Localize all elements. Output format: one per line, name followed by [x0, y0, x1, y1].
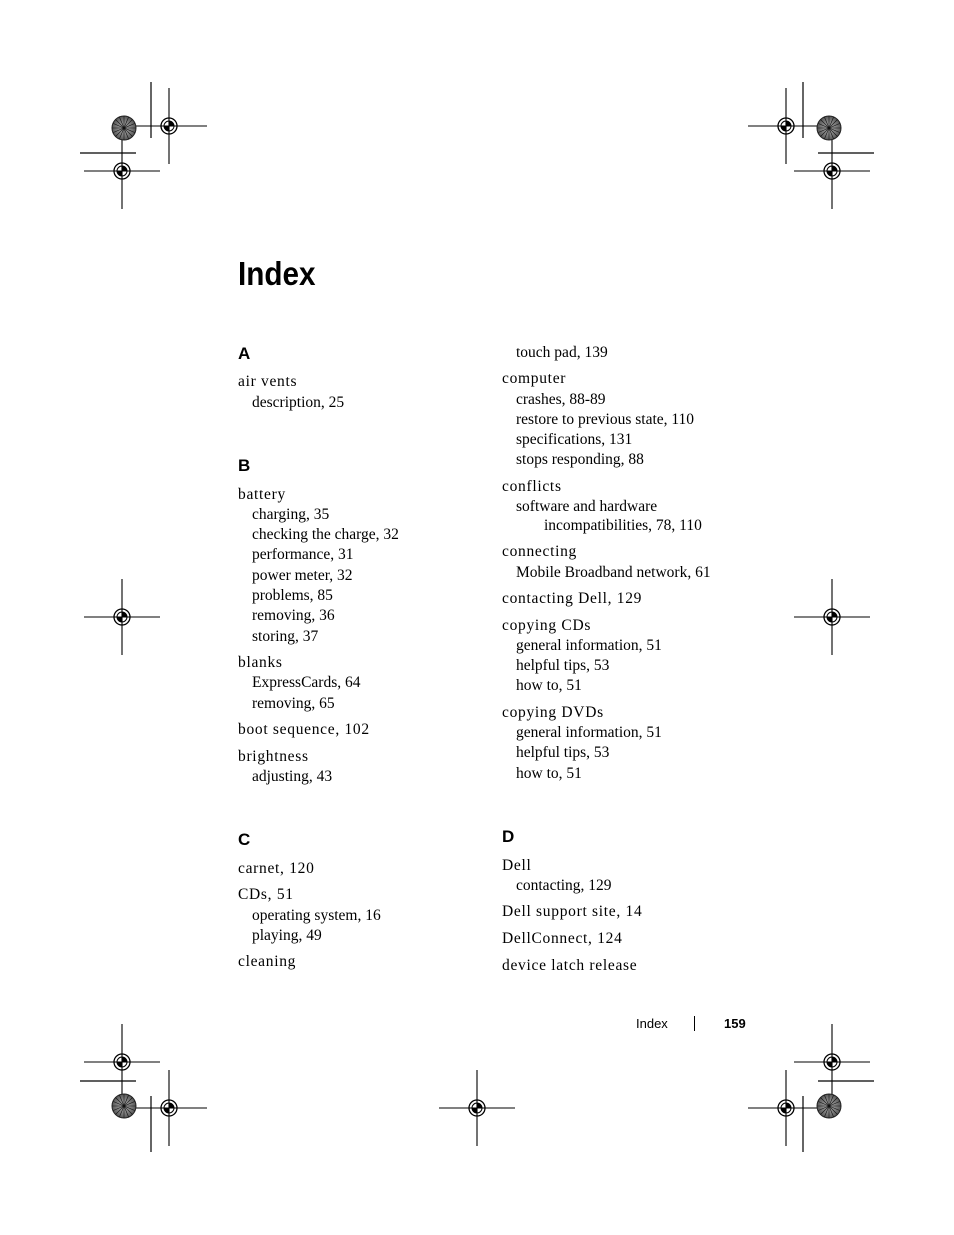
crosshair-registration-icon [794, 1024, 870, 1100]
index-entry: air vents [238, 373, 298, 390]
index-entry: connecting [502, 543, 578, 560]
section-letter-a: A [238, 344, 251, 363]
index-subentry: specifications, 131 [516, 431, 633, 448]
index-subentry: contacting, 129 [516, 877, 612, 894]
index-subentry: description, 25 [252, 394, 345, 411]
index-subentry: problems, 85 [252, 587, 333, 604]
crosshair-registration-icon [131, 1070, 207, 1146]
section-letter-c: C [238, 830, 251, 849]
index-subentry: removing, 36 [252, 607, 335, 624]
index-subentry: checking the charge, 32 [252, 526, 399, 543]
index-entry: copying DVDs [502, 704, 604, 721]
index-subentry: general information, 51 [516, 724, 662, 741]
section-letter-d: D [502, 827, 515, 846]
index-entry: DellConnect, 124 [502, 930, 623, 947]
index-subentry: power meter, 32 [252, 567, 353, 584]
crosshair-registration-icon [748, 88, 824, 164]
index-entry: brightness [238, 748, 309, 765]
crosshair-registration-icon [131, 88, 207, 164]
index-subentry: software and hardware [516, 498, 658, 515]
index-entry: device latch release [502, 957, 638, 974]
index-entry: CDs, 51 [238, 886, 294, 903]
index-subentry: charging, 35 [252, 506, 330, 523]
index-subentry: restore to previous state, 110 [516, 411, 695, 428]
index-subentry: Mobile Broadband network, 61 [516, 564, 711, 581]
index-subentry: helpful tips, 53 [516, 657, 610, 674]
section-letter-b: B [238, 456, 251, 475]
index-subentry: stops responding, 88 [516, 451, 644, 468]
crosshair-registration-icon [794, 579, 870, 655]
starburst-wheel-icon [112, 1094, 136, 1118]
index-subentry: adjusting, 43 [252, 768, 333, 785]
index-entry: Dell [502, 857, 532, 874]
crosshair-registration-icon [439, 1070, 515, 1146]
index-subentry: crashes, 88-89 [516, 391, 606, 408]
index-entry: boot sequence, 102 [238, 721, 370, 738]
index-entry: Dell support site, 14 [502, 903, 643, 920]
starburst-wheel-icon [817, 1094, 841, 1118]
index-entry: copying CDs [502, 617, 592, 634]
index-subentry: ExpressCards, 64 [252, 674, 361, 691]
index-subentry: playing, 49 [252, 927, 322, 944]
index-entry: battery [238, 486, 286, 503]
starburst-wheel-icon [112, 116, 136, 140]
footer-label: Index [636, 1016, 668, 1031]
page-number: 159 [724, 1016, 746, 1031]
index-entry: contacting Dell, 129 [502, 590, 643, 607]
index-entry: cleaning [238, 953, 297, 970]
index-subentry: removing, 65 [252, 695, 335, 712]
index-subentry-continued: incompatibilities, 78, 110 [544, 517, 702, 534]
index-entry: carnet, 120 [238, 860, 315, 877]
crosshair-registration-icon [84, 579, 160, 655]
crosshair-registration-icon [748, 1070, 824, 1146]
index-subentry: how to, 51 [516, 765, 582, 782]
index-subentry: touch pad, 139 [516, 344, 608, 361]
index-subentry: how to, 51 [516, 677, 582, 694]
index-entry: computer [502, 370, 567, 387]
index-entry: blanks [238, 654, 283, 671]
index-subentry: helpful tips, 53 [516, 744, 610, 761]
starburst-wheel-icon [817, 116, 841, 140]
index-subentry: performance, 31 [252, 546, 354, 563]
crosshair-registration-icon [84, 133, 160, 209]
index-subentry: storing, 37 [252, 628, 319, 645]
footer-divider [694, 1016, 695, 1031]
index-subentry: general information, 51 [516, 637, 662, 654]
crosshair-registration-icon [84, 1024, 160, 1100]
index-subentry: operating system, 16 [252, 907, 381, 924]
page-title: Index [238, 255, 316, 292]
crosshair-registration-icon [794, 133, 870, 209]
index-entry: conflicts [502, 478, 562, 495]
